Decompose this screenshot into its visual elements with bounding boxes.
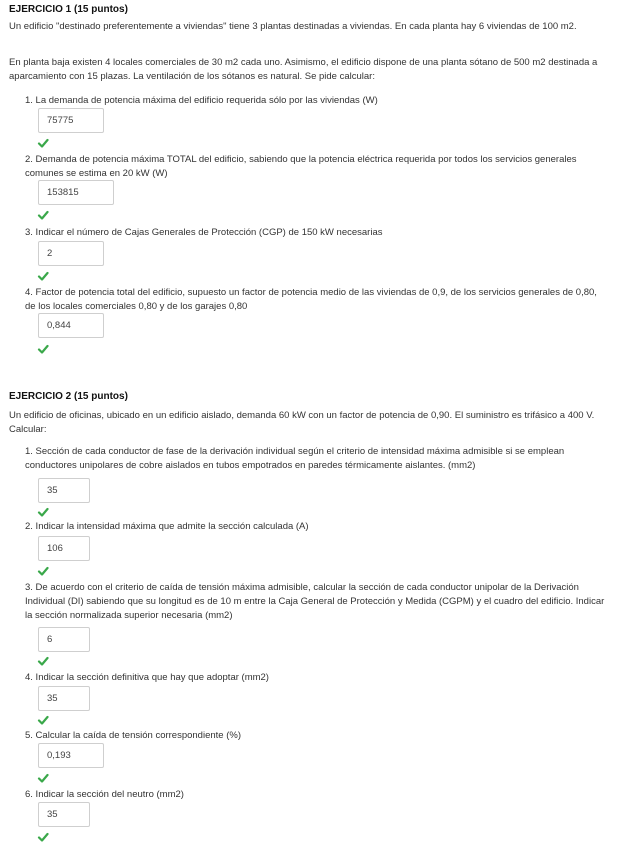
check-icon xyxy=(37,506,49,518)
check-icon xyxy=(37,209,49,221)
exercise-1-intro: Un edificio "destinado preferentemente a viviendas" tiene 3 plantas destinadas a viviendas. En cada planta hay 6 viviendas de 100 m2. xyxy=(9,21,577,32)
check-icon xyxy=(37,772,49,784)
check-icon xyxy=(37,137,49,149)
ex2-answer-4[interactable]: 35 xyxy=(38,686,90,711)
ex2-question-3: 3. De acuerdo con el criterio de caída de tensión máxima admisible, calcular la sección de cada conductor unipolar de la Derivación Individual (DI) sabiendo que su longitud es de 10 m entre la Caja General de Protección y Medida (CGPM) y el cuadro del edificio. Indicar la sección normalizada superior necesaria (mm2) xyxy=(25,582,605,621)
check-icon xyxy=(37,565,49,577)
ex2-question-2: 2. Indicar la intensidad máxima que admite la sección calculada (A) xyxy=(25,521,309,532)
ex1-answer-4[interactable]: 0,844 xyxy=(38,313,104,338)
check-icon xyxy=(37,831,49,843)
exercise-1-title: EJERCICIO 1 (15 puntos) xyxy=(9,4,128,15)
ex2-question-1: 1. Sección de cada conductor de fase de la derivación individual según el criterio de intensidad máxima admisible si se emplean conductores unipolares de cobre aislados en tubos empotrados en paredes térmicamente aislantes. (mm2) xyxy=(25,446,565,471)
ex2-answer-1[interactable]: 35 xyxy=(38,478,90,503)
exercise-1-intro-2: En planta baja existen 4 locales comerciales de 30 m2 cada uno. Asimismo, el edificio dispone de una planta sótano de 500 m2 destinada a aparcamiento con 15 plazas. La ventilación de los sótanos es natural. Se pide calcular: xyxy=(9,57,598,82)
ex2-question-4: 4. Indicar la sección definitiva que hay que adoptar (mm2) xyxy=(25,672,269,683)
ex1-question-3: 3. Indicar el número de Cajas Generales de Protección (CGP) de 150 kW necesarias xyxy=(25,227,383,238)
ex2-answer-3[interactable]: 6 xyxy=(38,627,90,652)
exercise-2-intro: Un edificio de oficinas, ubicado en un edificio aislado, demanda 60 kW con un factor de potencia de 0,90. El suministro es trifásico a 400 V. Calcular: xyxy=(9,410,595,435)
check-icon xyxy=(37,270,49,282)
ex2-answer-6[interactable]: 35 xyxy=(38,802,90,827)
ex1-question-2: 2. Demanda de potencia máxima TOTAL del edificio, sabiendo que la potencia eléctrica requerida por todos los servicios generales comunes se estima en 20 kW (W) xyxy=(25,154,577,179)
ex2-question-5: 5. Calcular la caída de tensión correspondiente (%) xyxy=(25,730,241,741)
ex1-question-1: 1. La demanda de potencia máxima del edificio requerida sólo por las viviendas (W) xyxy=(25,95,378,106)
ex2-question-6: 6. Indicar la sección del neutro (mm2) xyxy=(25,789,184,800)
check-icon xyxy=(37,655,49,667)
ex1-answer-2[interactable]: 153815 xyxy=(38,180,114,205)
exercise-2-title: EJERCICIO 2 (15 puntos) xyxy=(9,391,128,402)
ex1-answer-1[interactable]: 75775 xyxy=(38,108,104,133)
check-icon xyxy=(37,343,49,355)
check-icon xyxy=(37,714,49,726)
ex2-answer-5[interactable]: 0,193 xyxy=(38,743,104,768)
ex1-answer-3[interactable]: 2 xyxy=(38,241,104,266)
ex2-answer-2[interactable]: 106 xyxy=(38,536,90,561)
ex1-question-4: 4. Factor de potencia total del edificio, supuesto un factor de potencia medio de las viviendas de 0,9, de los servicios generales de 0,80, de los locales comerciales 0,80 y de los garajes 0,80 xyxy=(25,287,597,312)
